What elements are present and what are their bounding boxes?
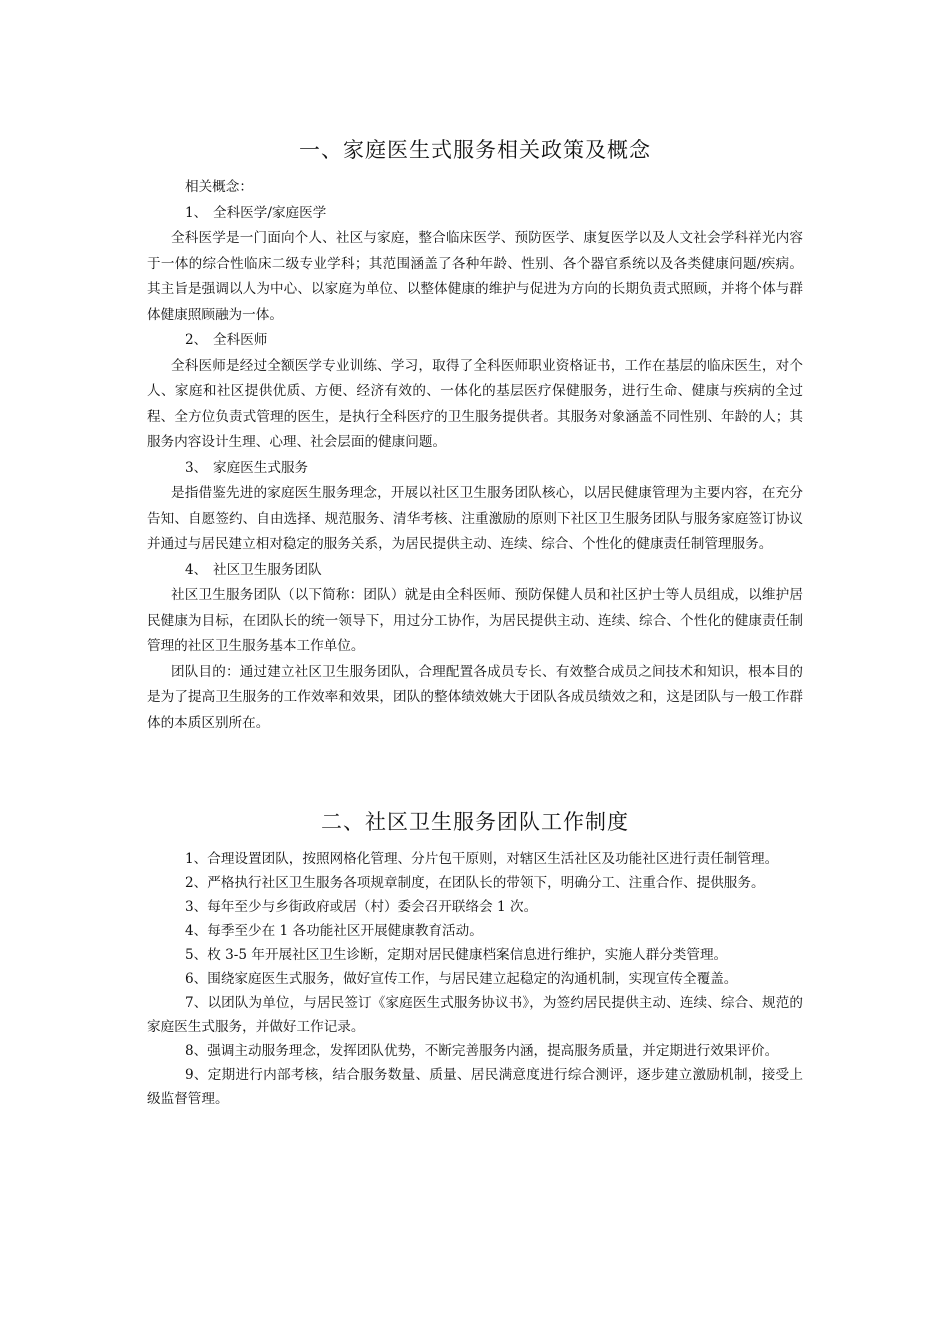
concept-heading-3 [147, 456, 803, 482]
rule-item-7: 7、以团队为单位，与居民签订《家庭医生式服务协议书》，为签约居民提供主动、连续、综合、规范的家庭医生式服务，并做好工作记录。 [147, 995, 803, 1035]
concept-heading-text: 家庭医生式服务 [213, 459, 309, 476]
concept-number: 3、 [185, 459, 208, 476]
rule-item-9: 9、定期进行内部考核，结合服务数量、质量、居民满意度进行综合测评，逐步建立激励机制，接受上级监督管理。 [147, 1067, 803, 1107]
section-two-title: 二、社区卫生服务团队工作制度 [321, 810, 629, 834]
concept-number: 4、 [185, 561, 208, 578]
section-two-rules [147, 847, 803, 1111]
concept-body-2: 全科医师是经过全额医学专业训练、学习，取得了全科医师职业资格证书，工作在基层的临床医生，对个人、家庭和社区提供优质、方便、经济有效的、一体化的基层医疗保健服务，进行生命、健康与疾病的全过程、全方位负责式管理的医生，是执行全科医疗的卫生服务提供者。其服务对象涵盖不同性别、年龄的人；其服务内容设计生理、心理、社会层面的健康问题。 [147, 357, 803, 450]
rule-item-1: 1、合理设置团队，按照网格化管理、分片包干原则，对辖区生活社区及功能社区进行责任制管理。 [185, 851, 779, 867]
section-one-body [147, 175, 803, 736]
team-purpose-paragraph: 团队目的：通过建立社区卫生服务团队，合理配置各成员专长、有效整合成员之间技术和知识，根本目的是为了提高卫生服务的工作效率和效果，团队的整体绩效姚大于团队各成员绩效之和，这是团队与一般工作群体的本质区别所在。 [147, 663, 803, 731]
rule-item-3: 3、每年至少与乡街政府或居（村）委会召开联络会 1 次。 [185, 899, 538, 915]
concept-body-4: 社区卫生服务团队（以下简称：团队）就是由全科医师、预防保健人员和社区护士等人员组成，以维护居民健康为目标，在团队长的统一领导下，用过分工协作，为居民提供主动、连续、综合、个性化的健康责任制管理的社区卫生服务基本工作单位。 [147, 587, 803, 654]
concept-heading-1 [147, 201, 803, 227]
concept-heading-4 [147, 558, 803, 584]
rule-item-5: 5、枚 3-5 年开展社区卫生诊断，定期对居民健康档案信息进行维护，实施人群分类管理。 [185, 947, 728, 963]
concept-number: 1、 [185, 204, 208, 221]
rule-item-8: 8、强调主动服务理念，发挥团队优势，不断完善服务内涵，提高服务质量，并定期进行效果评价。 [185, 1043, 779, 1059]
concept-heading-text: 全科医师 [213, 332, 268, 348]
concept-number: 2、 [185, 332, 208, 348]
concept-heading-text: 社区卫生服务团队 [213, 561, 322, 578]
concept-body-1: 全科医学是一门面向个人、社区与家庭，整合临床医学、预防医学、康复医学以及人文社会学科祥光内容于一体的综合性临床二级专业学科；其范围涵盖了各种年龄、性别、各个器官系统以及各类健康问题/疾病。其主旨是强调以人为中心、以家庭为单位、以整体健康的维护与促进为方向的长期负责式照顾，并将个体与群体健康照顾融为一体。 [147, 230, 803, 323]
concept-heading-2 [147, 328, 803, 354]
rule-item-6: 6、围绕家庭医生式服务，做好宣传工作，与居民建立起稳定的沟通机制，实现宣传全覆盖。 [185, 971, 738, 987]
intro-label: 相关概念： [185, 179, 253, 195]
concept-heading-text: 全科医学/家庭医学 [213, 204, 327, 221]
section-two [147, 808, 803, 836]
section-one [147, 136, 803, 164]
concept-body-3: 是指借鉴先进的家庭医生服务理念，开展以社区卫生服务团队核心，以居民健康管理为主要内容，在充分告知、自愿签约、自由选择、规范服务、清华考核、注重激励的原则下社区卫生服务团队与服务家庭签订协议并通过与居民建立相对稳定的服务关系，为居民提供主动、连续、综合、个性化的健康责任制管理服务。 [147, 485, 803, 552]
rule-item-4: 4、每季至少在 1 各功能社区开展健康教育活动。 [185, 923, 483, 939]
rule-item-2: 2、严格执行社区卫生服务各项规章制度，在团队长的带领下，明确分工、注重合作、提供服务。 [185, 875, 765, 891]
section-one-title: 一、家庭医生式服务相关政策及概念 [299, 138, 651, 162]
